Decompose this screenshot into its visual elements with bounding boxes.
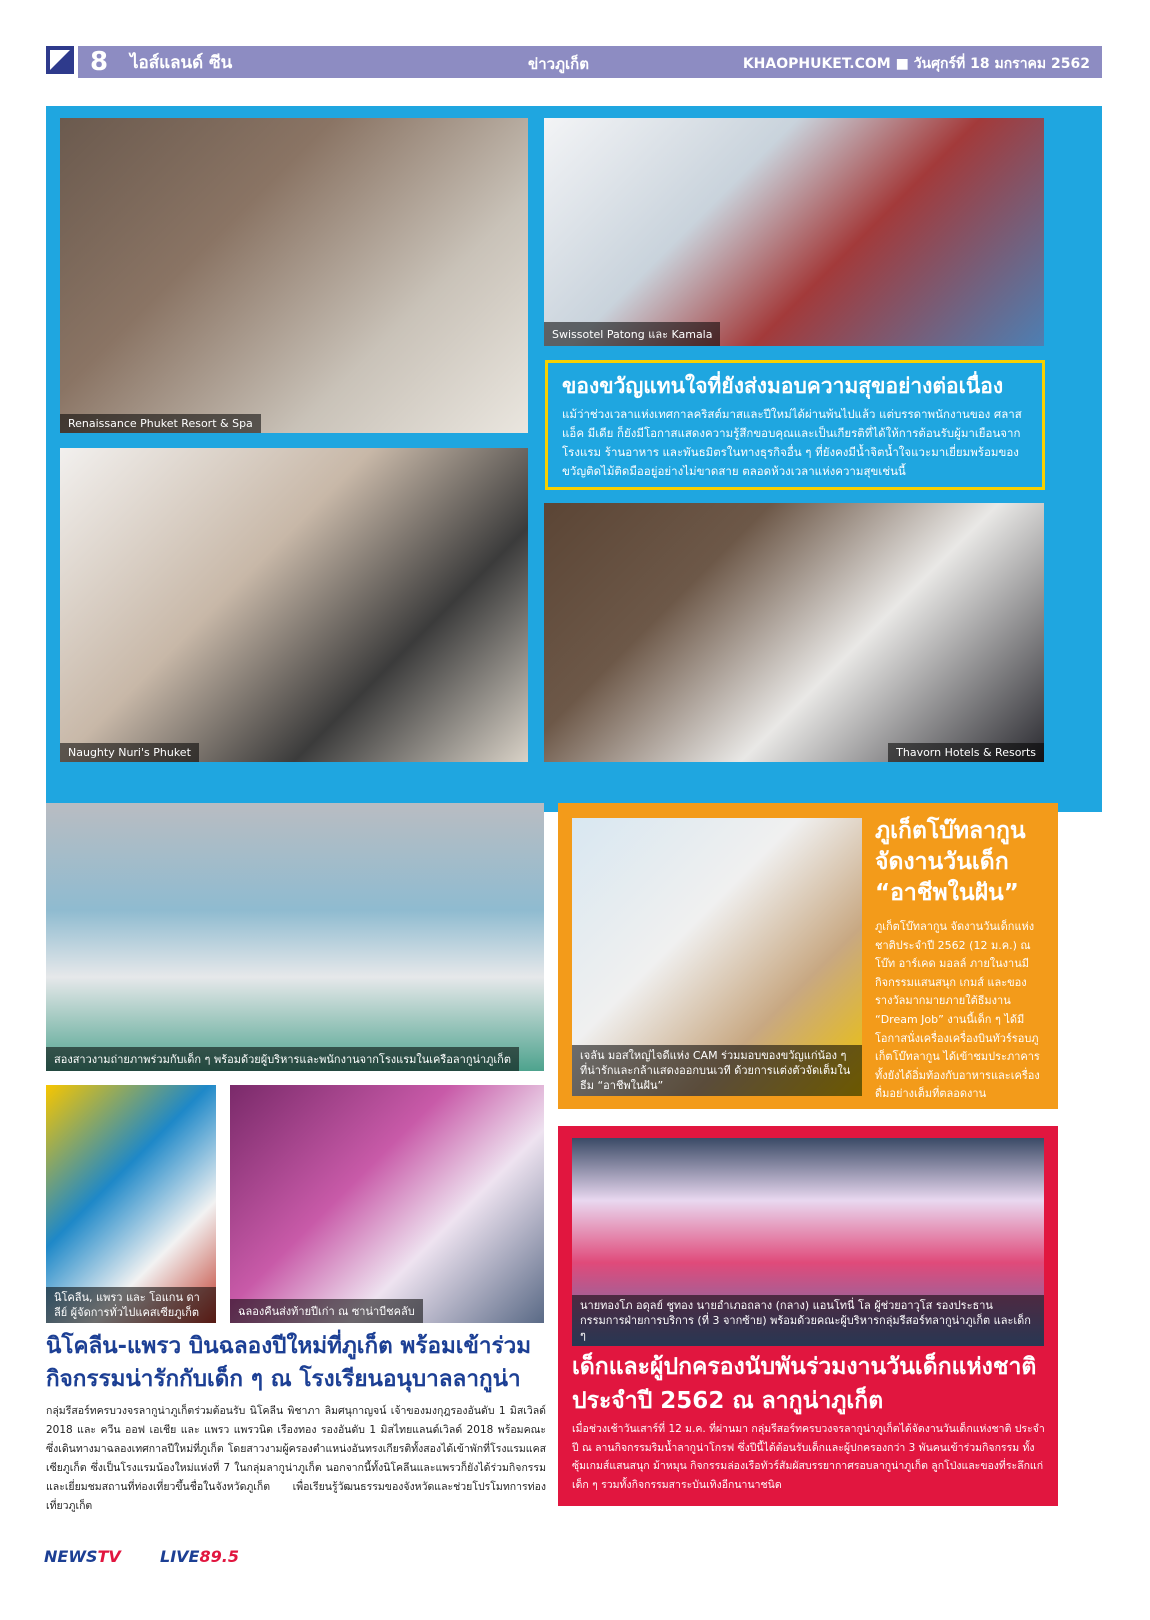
caption-swissotel: Swissotel Patong และ Kamala (544, 322, 720, 346)
footer-logo-newstv-part1: NEWS (44, 1547, 98, 1566)
feature-body: แม้ว่าช่วงเวลาแห่งเทศกาลคริสต์มาสและปีใหม่ได้ผ่านพ้นไปแล้ว แต่บรรดาพนักงานของ ศลาส แอ็ค มีเดีย ก็ยังมีโอกาสแสดงความรู้สึกขอบคุณและเป็นเกียรติที่ได้ให้การต้อนรับผู้มาเยือนจากโรงแรม ร้านอาหาร และพันธมิตรในทางธุรกิจอื่น ๆ ที่ยังคงมีน้ำจิตน้ำใจแวะมาเยี่ยมพร้อมของขวัญติดไม้ติดมืออยู่อย่างไม่ขาดสาย ตลอดห้วงเวลาแห่งความสุขเช่นนี้ (562, 407, 1022, 478)
photo-kids-group (46, 803, 544, 1071)
photo-swissotel (544, 118, 1044, 346)
footer-logo-live (160, 1547, 239, 1566)
footer-logo-live-part2: 89.5 (199, 1547, 239, 1566)
header-corner-mark (46, 46, 74, 74)
kids-school-headline: นิโคลีน-แพรว บินฉลองปีใหม่ที่ภูเก็ต พร้อมเข้าร่วมกิจกรรมน่ารักกับเด็ก ๆ ณ โรงเรียนอนุบาลลากูน่า (46, 1333, 532, 1392)
orange-story-title (875, 816, 1045, 909)
caption-boat-lagoon: เจลัน มอสใหญ่ไจดีแห่ง CAM ร่วมมอบของขวัญแก่น้อง ๆ ที่น่ารักและกล้าแสดงออกบนเวที ด้วยการแต่งตัวจัดเต็มในธีม “อาชีพในฝัน” (572, 1045, 862, 1096)
feature-headline: ของขวัญแทนใจที่ยังส่งมอบความสุขอย่างต่อเนื่อง (562, 374, 1004, 398)
photo-thavorn (544, 503, 1044, 762)
photo-trio (46, 1085, 216, 1323)
footer-logo-newstv (44, 1547, 121, 1566)
photo-party (230, 1085, 544, 1323)
site-and-date: KHAOPHUKET.COM ■ วันศุกร์ที่ 18 มกราคม 2562 (742, 56, 1090, 72)
kids-school-body: กลุ่มรีสอร์ทครบวงจรลากูน่าภูเก็ตร่วมต้อนรับ นิโคลีน พิชาภา ลิมศนุกาญจน์ เจ้าของมงกุฎรองอันดับ 1 มิสเวิลด์ 2018 และ ควีน ออฟ เอเชีย และ แพรว แพรวนิต เรืองทอง รองอันดับ 1 มิสไทยแลนด์เวิลด์ 2018 พร้อมคณะ ซึ่งเดินทางมาฉลองเทศกาลปีใหม่ที่ภูเก็ต โดยสาวงามผู้ครองตำแหน่งอันทรงเกียรติทั้งสองได้เข้าพักที่โรงแรมแคสเซียภูเก็ต ซึ่งเป็นโรงแรมน้องใหม่แห่งที่ 7 ในกลุ่มลากูน่าภูเก็ต นอกจากนี้ทั้งนิโคลีนและแพรวก็ยังได้ร่วมกิจกรรม และเยี่ยมชมสถานที่ท่องเที่ยวขึ้นชื่อในจังหวัดภูเก็ต เพื่อเรียนรู้วัฒนธรรมของจังหวัดและช่วยโปรโมทการท่องเที่ยวภูเก็ต (46, 1405, 546, 1512)
photo-naughty-nuris (60, 448, 528, 762)
photo-childrens-day (572, 1138, 1044, 1346)
caption-thavorn: Thavorn Hotels & Resorts (888, 743, 1044, 762)
section-title: ไอส์แลนด์ ซีน (130, 52, 233, 73)
red-story-body: เมื่อช่วงเช้าวันเสาร์ที่ 12 ม.ค. ที่ผ่านมา กลุ่มรีสอร์ทครบวงจรลากูน่าภูเก็ตได้จัดงานวันเด็กแห่งชาติ ประจำปี ณ ลานกิจกรรมริมน้ำลากูน่าโกรฟ ซึ่งปีนี้ได้ต้อนรับเด็กและผู้ปกครองกว่า 3 พันคนเข้าร่วมกิจกรรม ทั้งซุ้มเกมส์แสนสนุก ม้าหมุน กิจกรรมล่องเรือทัวร์สัมผัสบรรยากาศรอบลากูน่าภูเก็ต ลูกโป่งและของที่ระลึกแก่เด็ก ๆ รวมทั้งกิจกรรมสาระบันเทิงอีกนานาชนิด (572, 1423, 1045, 1491)
caption-childrens-day: นายทองโภ อดุลย์ ชูทอง นายอำเภอถลาง (กลาง) แอนโทนี่ โล ผู้ช่วยอาวุโส รองประธานกรรมการฝ่ายการบริการ (ที่ 3 จากซ้าย) พร้อมด้วยคณะผู้บริหารกลุ่มรีสอร์ทลากูน่าภูเก็ต และเด็ก ๆ (572, 1295, 1044, 1346)
red-story-headline: เด็กและผู้ปกครองนับพันร่วมงานวันเด็กแห่งชาติ ประจำปี 2562 ณ ลากูน่าภูเก็ต (572, 1354, 1037, 1414)
page-header (78, 46, 1102, 78)
caption-naughty-nuris: Naughty Nuri's Phuket (60, 743, 199, 762)
orange-title-line-3: “อาชีพในฝัน” (875, 880, 1019, 906)
caption-trio: นิโคลีน, แพรว และ โอแกน ดาลีย์ ผู้จัดการทั่วไปแคสเซียภูเก็ต (46, 1287, 216, 1323)
orange-story-body: ภูเก็ตโบ๊ทลากูน จัดงานวันเด็กแห่งชาติประจำปี 2562 (12 ม.ค.) ณ โบ๊ท อาร์เคด มอลล์ ภายในงานมีกิจกรรมแสนสนุก เกมส์ และของรางวัลมากมายภายใต้ธีมงาน “Dream Job” งานนี้เด็ก ๆ ได้มีโอกาสนั่งเครื่องเครื่องบินทัวร์รอบภูเก็ตโบ๊ทลากูน ได้เข้าชมประภาคาร ทั้งยังได้อิ่มท้องกับอาหารและเครื่องดื่มอย่างเต็มที่ตลอดงาน (875, 920, 1040, 1101)
photo-renaissance (60, 118, 528, 433)
newspaper-logo: ข่าวภูเก็ต (528, 55, 589, 73)
feature-headline-box (545, 360, 1045, 490)
orange-title-line-1: ภูเก็ตโบ๊ทลากูน (875, 818, 1026, 844)
photo-boat-lagoon (572, 818, 862, 1096)
orange-title-line-2: จัดงานวันเด็ก (875, 849, 1009, 875)
footer-logo-newstv-part2: TV (97, 1547, 121, 1566)
caption-kids-group: สองสาวงามถ่ายภาพร่วมกับเด็ก ๆ พร้อมด้วยผู้บริหารและพนักงานจากโรงแรมในเครือลากูน่าภูเก็ต (46, 1047, 519, 1071)
caption-renaissance: Renaissance Phuket Resort & Spa (60, 414, 261, 433)
page-number: 8 (90, 47, 109, 77)
caption-party: ฉลองคืนส่งท้ายปีเก่า ณ ซาน่าบีชคลับ (230, 1299, 423, 1323)
footer-logo-live-part1: LIVE (160, 1547, 200, 1566)
